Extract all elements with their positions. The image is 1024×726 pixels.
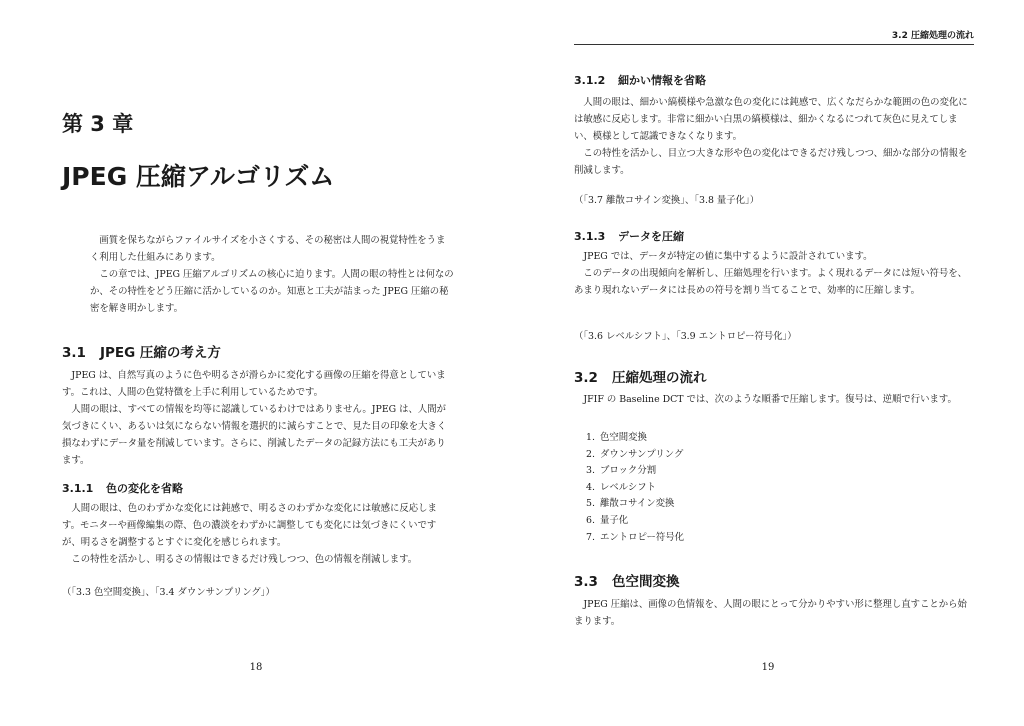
page-number: 19 [761, 662, 775, 673]
section-title: 細かい情報を省略 [618, 74, 706, 87]
list-item [586, 496, 684, 513]
step-text: 色空間変換 [600, 432, 647, 443]
cross-reference: （「3.6 レベルシフト」、「3.9 エントロピー符号化」） [574, 331, 797, 342]
intro-paragraph: この章では、JPEG 圧縮アルゴリズムの核心に迫ります。人間の眼の特性とは何なのか、その特性をどう圧縮に活かしているのか。知恵と工夫が詰まった JPEG 圧縮の秘密を解き明かします。 [90, 269, 454, 314]
step-number: 7. [586, 531, 595, 543]
section-title: 圧縮処理の流れ [612, 370, 707, 386]
section-3-3-heading [574, 570, 680, 590]
body-paragraph: この特性を活かし、目立つ大きな形や色の変化はできるだけ残しつつ、細かな部分の情報を削減します。 [574, 148, 968, 176]
list-item [586, 530, 684, 547]
section-3-3-body [574, 596, 969, 630]
step-text: レベルシフト [600, 481, 657, 493]
right-page [512, 0, 1024, 726]
section-3-1-body [62, 367, 454, 469]
body-paragraph: この特性を活かし、明るさの情報はできるだけ残しつつ、色の情報を削減します。 [71, 554, 418, 565]
section-3-1-3-body [574, 248, 969, 299]
body-paragraph: JFIF の Baseline DCT では、次のような順番で圧縮します。復号は、逆順で行います。 [583, 394, 957, 405]
section-3-2-heading [574, 366, 707, 386]
body-paragraph: JPEG では、データが特定の値に集中するように設計されています。 [583, 251, 873, 262]
section-3-1-1-heading [62, 480, 183, 496]
section-3-2-body [574, 391, 969, 408]
section-3-1-3-heading [574, 228, 684, 244]
section-title: データを圧縮 [618, 230, 684, 243]
section-3-1-heading [62, 341, 221, 361]
step-text: 離散コサイン変換 [600, 498, 675, 510]
list-item [586, 463, 684, 480]
section-3-1-1-body [62, 500, 454, 568]
step-text: エントロピー符号化 [600, 531, 685, 543]
step-number: 6. [586, 514, 595, 526]
section-number: 3.2 [574, 370, 598, 386]
step-number: 5. [586, 498, 595, 510]
section-number: 3.1.1 [62, 482, 94, 495]
section-title: JPEG 圧縮の考え方 [100, 345, 221, 361]
list-item [586, 513, 684, 530]
step-text: ブロック分割 [600, 465, 657, 477]
section-number: 3.1 [62, 345, 86, 361]
list-item [586, 447, 684, 464]
chapter-title: JPEG 圧縮アルゴリズム [62, 162, 335, 191]
section-3-1-2-heading [574, 72, 706, 88]
body-paragraph: JPEG 圧縮は、画像の色情報を、人間の眼にとって分かりやすい形に整理し直すことから始まります。 [574, 599, 967, 627]
step-number: 4. [586, 481, 595, 493]
section-number: 3.1.3 [574, 230, 606, 243]
step-text: 量子化 [600, 514, 629, 526]
process-steps-list [586, 430, 684, 546]
section-number: 3.1.2 [574, 74, 606, 87]
step-number: 3. [586, 465, 595, 477]
section-title: 色の変化を省略 [106, 482, 183, 495]
list-item [586, 430, 684, 447]
cross-reference: （「3.7 離散コサイン変換」、「3.8 量子化」） [574, 195, 760, 206]
step-number: 2. [586, 448, 595, 460]
body-paragraph: JPEG は、自然写真のように色や明るさが滑らかに変化する画像の圧縮を得意としています。これは、人間の色覚特徴を上手に利用しているためです。 [62, 370, 446, 398]
body-paragraph: 人間の眼は、細かい縞模様や急激な色の変化には鈍感で、広くなだらかな範囲の色の変化には敏感に反応します。非常に細かい白黒の縞模様は、細かくなるにつれて灰色に見えてしまい、模様として認識できなくなります。 [574, 97, 968, 142]
section-number: 3.3 [574, 574, 598, 590]
chapter-number: 第 3 章 [62, 112, 134, 136]
list-item [586, 480, 684, 497]
cross-reference: （「3.3 色空間変換」、「3.4 ダウンサンプリング」） [62, 587, 275, 598]
section-title: 色空間変換 [612, 574, 680, 590]
chapter-intro [90, 232, 454, 317]
section-3-1-2-body [574, 94, 969, 179]
page-number: 18 [249, 662, 263, 673]
step-number: 1. [586, 432, 595, 443]
body-paragraph: このデータの出現傾向を解析し、圧縮処理を行います。よく現れるデータには短い符号を、あまり現れないデータには長めの符号を割り当てることで、効率的に圧縮します。 [574, 268, 968, 296]
body-paragraph: 人間の眼は、すべての情報を均等に認識しているわけではありません。JPEG は、人間が気づきにくい、あるいは気にならない情報を選択的に減らすことで、見た目の印象を大きく損なわずにデータ量を削減しています。さらに、削減したデータの記録方法にも工夫があります。 [62, 404, 447, 466]
step-text: ダウンサンプリング [600, 448, 684, 460]
intro-paragraph: 画質を保ちながらファイルサイズを小さくする、その秘密は人間の視覚特性をうまく利用した仕組みにあります。 [90, 235, 446, 263]
running-header: 3.2 圧縮処理の流れ [574, 28, 974, 45]
body-paragraph: 人間の眼は、色のわずかな変化には鈍感で、明るさのわずかな変化には敏感に反応します。モニターや画像編集の際、色の濃淡をわずかに調整しても変化には気づきにくいですが、明るさを調整するとすぐに変化を感じられます。 [62, 503, 437, 548]
